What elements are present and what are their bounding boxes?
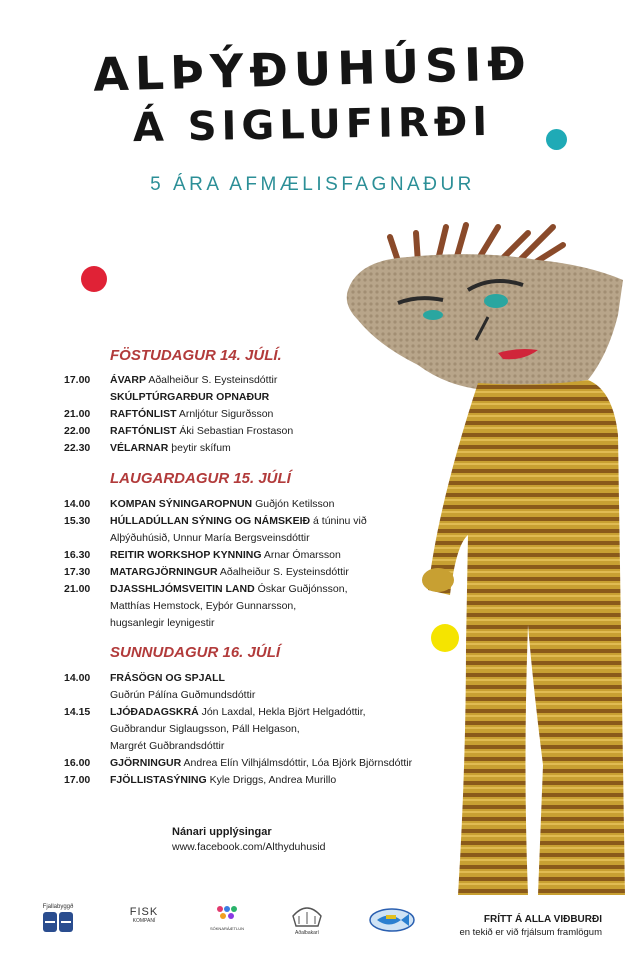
schedule-row: 17.30 MATARGJÖRNINGUR Aðalheiður S. Eysteinsdóttir [64,566,349,578]
poster-title-line2: Á SIGLUFIRÐI [132,98,493,152]
schedule-row: 14.15 LJÓÐADAGSKRÁ Jón Laxdal, Hekla Björt Helgadóttir, [64,706,366,718]
schedule-row: 15.30 HÚLLADÚLLAN SÝNING OG NÁMSKEIÐ á túninu við [64,515,367,527]
schedule-row: 21.00 DJASSHLJÓMSVEITIN LAND Óskar Guðjónsson, [64,583,348,595]
day-heading: FÖSTUDAGUR 14. JÚLÍ. [110,347,282,364]
more-info-label: Nánari upplýsingar [172,826,272,838]
day-heading: LAUGARDAGUR 15. JÚLÍ [110,470,291,487]
schedule-row: 14.00 FRÁSÖGN OG SPJALL [64,672,225,684]
schedule-row: 16.00 GJÖRNINGUR Andrea Elín Vilhjálmsdóttir, Lóa Björk Björnsdóttir [64,757,413,769]
schedule-row-continuation: hugsanlegir leynigestir [110,617,215,629]
poster-title-line1: ALÞÝÐUHÚSIÐ [92,36,533,102]
free-events-label: FRÍTT Á ALLA VIÐBURÐI [483,914,602,925]
schedule-row: SKÚLPTÚRGARÐUR OPNAÐUR [110,391,270,403]
schedule-row-continuation: Alþýðuhúsið, Unnur María Bergsveinsdóttir [110,532,310,544]
schedule-row-continuation: Margrét Guðbrandsdóttir [110,740,225,752]
adalbakari-logo: Aðalbakarí [285,902,329,936]
poster-subtitle: 5 ÁRA AFMÆLISFAGNAÐUR [150,174,475,195]
day-heading: SUNNUDAGUR 16. JÚLÍ [110,644,281,661]
schedule-row: 17.00 FJÖLLISTASÝNING Kyle Driggs, Andrea Murillo [64,774,337,786]
schedule-row: 17.00 ÁVARP Aðalheiður S. Eysteinsdóttir [64,374,278,386]
teal-dot [546,129,567,150]
schedule-row-continuation: Guðrún Pálína Guðmundsdóttir [110,689,256,701]
schedule-row: 22.30 VÉLARNAR þeytir skífum [64,442,231,454]
fisk-kompani-logo: FISK KOMPANÍ [129,906,159,924]
facebook-link[interactable]: www.facebook.com/Althyduhusid [172,841,326,853]
schedule-row: 21.00 RAFTÓNLIST Arnljótur Sigurðsson [64,408,274,420]
free-events-subtext: en tekið er við frjálsum framlögum [459,927,602,938]
schedule-row: 22.00 RAFTÓNLIST Áki Sebastian Frostason [64,425,294,437]
schedule-row: 14.00 KOMPAN SÝNINGAROPNUN Guðjón Ketilsson [64,498,335,510]
red-dot [81,266,107,292]
uppbyggingarsjodur-logo: SÓKNARÁÆTLUN [205,904,249,931]
fjallabyggd-logo: Fjallabyggð [38,904,78,936]
schedule-row-continuation: Matthías Hemstock, Eyþór Gunnarsson, [110,600,297,612]
schedule-row-continuation: Guðbrandur Siglaugsson, Páll Helgason, [110,723,300,735]
schedule-row: 16.30 REITIR WORKSHOP KYNNING Arnar Ómarsson [64,549,341,561]
knitted-doll-image [338,205,625,895]
fish-oval-logo [368,908,416,934]
